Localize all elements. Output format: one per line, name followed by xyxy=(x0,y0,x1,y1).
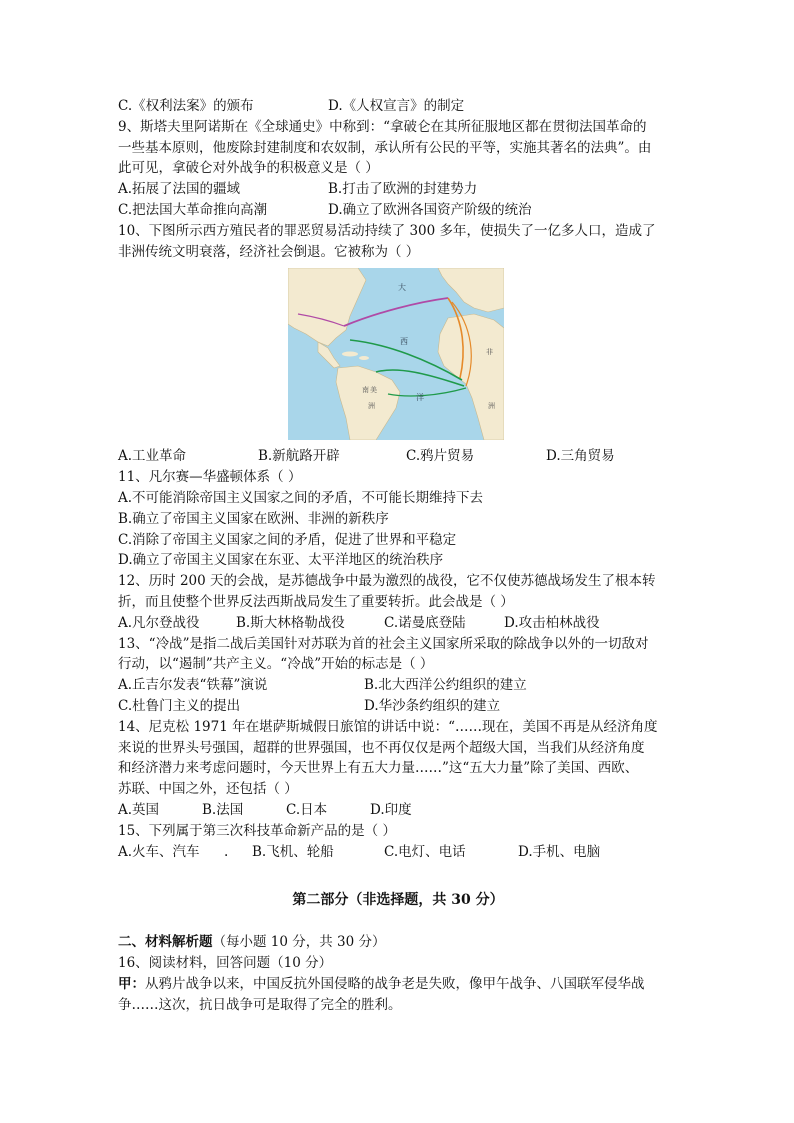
q13-option-a: A.丘吉尔发表“铁幕”演说 xyxy=(118,677,268,694)
q12-options xyxy=(118,613,678,634)
map-label-sa1: 南 xyxy=(362,386,369,395)
q10-option-b: B.新航路开辟 xyxy=(258,448,340,465)
q12-option-b: B.斯大林格勒战役 xyxy=(236,614,345,631)
q10-line-1: 10、下图所示西方殖民者的罪恶贸易活动持续了 300 多年，使损失了一亿多人口，造成了 xyxy=(118,222,656,239)
q11-stem: 11、凡尔赛—华盛顿体系（ ） xyxy=(118,469,302,486)
q15-option-c: C.电灯、电话 xyxy=(384,843,466,860)
map-label-bottom: 洋 xyxy=(416,393,424,403)
q14-line-3: 和经济潜力来考虑问题时，今天世界上有五大力量……”这“五大力量”除了美国、西欧、 xyxy=(118,760,639,777)
q16-jia-text-1: 从鸦片战争以来，中国反抗外国侵略的战争老是失败，像甲午战争、八国联军侵华战 xyxy=(145,975,645,992)
q9-options-row-2 xyxy=(118,200,678,221)
q12-line-2: 折，而且使整个世界反法西斯战局发生了重要转折。此会战是（ ） xyxy=(118,593,514,610)
map-label-africa: 非 xyxy=(486,348,493,357)
map-label-top: 大 xyxy=(398,283,406,293)
exam-page xyxy=(118,96,678,1016)
q13-option-d: D.华沙条约组织的建立 xyxy=(364,697,501,714)
q8-options xyxy=(118,96,678,117)
section-2-heading-rest: （每小题 10 分，共 30 分） xyxy=(212,934,386,951)
q11-option-d: D.确立了帝国主义国家在东亚、太平洋地区的统治秩序 xyxy=(118,552,444,569)
q13-option-b: B.北大西洋公约组织的建立 xyxy=(364,677,527,694)
q16-stem: 16、阅读材料，回答问题（10 分） xyxy=(118,955,333,972)
section-2-heading-bold: 二、材料解析题 xyxy=(118,934,213,951)
q9-line-3: 此可见，拿破仑对外战争的积极意义是（ ） xyxy=(118,160,379,177)
q10-line-2: 非洲传统文明衰落，经济社会倒退。它被称为（ ） xyxy=(118,243,420,260)
q13-line-2: 行动，以“遏制”共产主义。“冷战”开始的标志是（ ） xyxy=(118,656,434,673)
q13-options-row-2 xyxy=(118,696,678,717)
q15-option-d: D.手机、电脑 xyxy=(518,843,601,860)
q16-material-jia-line-2: 争……这次，抗日战争可是取得了完全的胜利。 xyxy=(118,996,402,1013)
q14-line-2: 来说的世界头号强国，超群的世界强国，也不再仅仅是两个超级大国，当我们从经济角度 xyxy=(118,739,645,756)
map-label-sa3: 洲 xyxy=(368,402,375,411)
q15-option-b: B.飞机、轮船 xyxy=(252,843,334,860)
q10-option-c: C.鸦片贸易 xyxy=(406,448,475,465)
section-2-heading xyxy=(118,932,678,953)
q9-option-d: D.确立了欧洲各国资产阶级的统治 xyxy=(328,201,532,218)
q11-option-a: A.不可能消除帝国主义国家之间的矛盾，不可能长期维持下去 xyxy=(118,489,484,506)
q9-options-row-1 xyxy=(118,179,678,200)
q13-line-1: 13、“冷战”是指二战后美国针对苏联为首的社会主义国家所采取的除战争以外的一切敌对 xyxy=(118,635,649,652)
q11-option-b: B.确立了帝国主义国家在欧洲、非洲的新秩序 xyxy=(118,510,389,527)
q9-option-c: C.把法国大革命推向高潮 xyxy=(118,201,268,218)
q8-option-c: C.《权利法案》的颁布 xyxy=(118,98,254,114)
q14-options xyxy=(118,800,678,821)
q15-option-a: A.火车、汽车 xyxy=(118,843,200,860)
q9-option-b: B.打击了欧洲的封建势力 xyxy=(328,181,478,198)
map-label-mid: 西 xyxy=(400,337,408,347)
q9-line-1: 9、斯塔夫里阿诺斯在《全球通史》中称到：“拿破仑在其所征服地区都在贯彻法国革命的 xyxy=(118,118,647,135)
q9-line-2: 一些基本原则，他废除封建制度和农奴制，承认所有公民的平等，实施其著名的法典”。由 xyxy=(118,139,652,156)
q15-stem: 15、下列属于第三次科技革命新产品的是（ ） xyxy=(118,822,396,839)
q10-options xyxy=(118,446,678,467)
q10-option-a: A.工业革命 xyxy=(118,448,187,465)
q8-option-d: D.《人权宣言》的制定 xyxy=(328,98,465,114)
q10-option-d: D.三角贸易 xyxy=(546,448,615,465)
q13-options-row-1 xyxy=(118,675,678,696)
q12-option-d: D.攻击柏林战役 xyxy=(504,614,600,631)
triangle-trade-map xyxy=(288,268,504,440)
q15-options xyxy=(118,842,678,863)
q14-line-4: 苏联、中国之外，还包括（ ） xyxy=(118,781,298,798)
part-2-title: 第二部分（非选择题，共 30 分） xyxy=(292,892,504,909)
q14-option-d: D.印度 xyxy=(370,801,412,818)
q16-jia-label: 甲： xyxy=(118,975,145,992)
q15-dot: . xyxy=(224,843,229,860)
q12-option-a: A.凡尔登战役 xyxy=(118,614,200,631)
q14-option-b: B.法国 xyxy=(202,801,244,818)
q11-option-c: C.消除了帝国主义国家之间的矛盾，促进了世界和平稳定 xyxy=(118,531,457,548)
q14-option-a: A.英国 xyxy=(118,801,160,818)
q12-option-c: C.诺曼底登陆 xyxy=(384,614,466,631)
q13-option-c: C.杜鲁门主义的提出 xyxy=(118,697,241,714)
map-label-africa-2: 洲 xyxy=(488,402,495,411)
q14-option-c: C.日本 xyxy=(286,801,328,818)
map-label-sa2: 美 xyxy=(370,386,377,395)
q14-line-1: 14、尼克松 1971 年在堪萨斯城假日旅馆的讲话中说：“……现在，美国不再是从经济角度 xyxy=(118,718,658,735)
q12-line-1: 12、历时 200 天的会战，是苏德战争中最为激烈的战役，它不仅使苏德战场发生了根本转 xyxy=(118,573,656,590)
q9-option-a: A.拓展了法国的疆域 xyxy=(118,181,241,198)
q16-material-jia-line-1 xyxy=(118,974,678,995)
